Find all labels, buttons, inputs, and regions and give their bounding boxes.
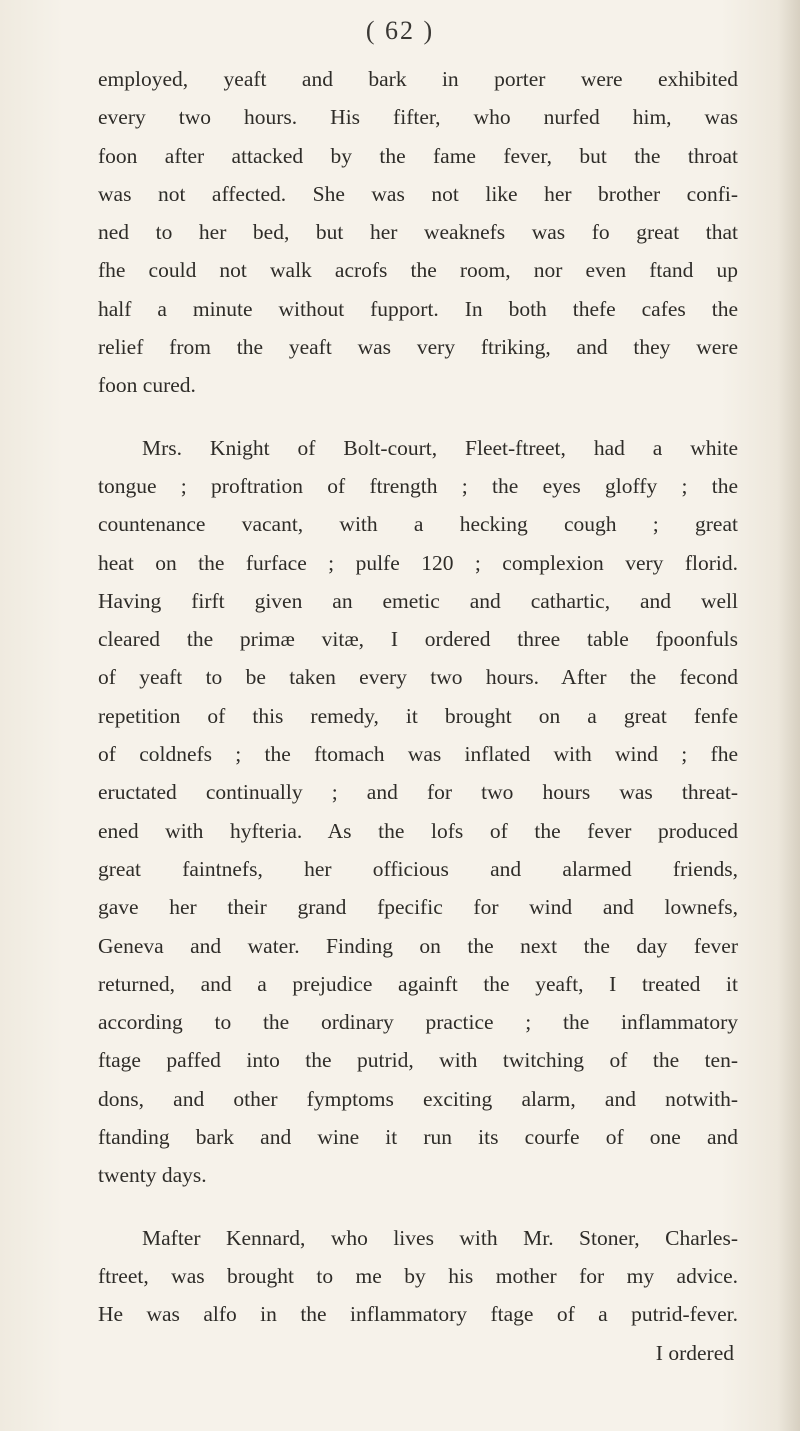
- text-line: was not affected. She was not like her brother confi-: [98, 181, 738, 206]
- text-line: gave her their grand fpecific for wind and lownefs,: [98, 895, 738, 920]
- text-line: Geneva and water. Finding on the next the day fever: [98, 933, 738, 958]
- text-line: He was alfo in the inflammatory ftage of a putrid-fever.: [98, 1302, 738, 1327]
- text-line: relief from the yeaft was very ftriking, and they were: [98, 335, 738, 360]
- text-line: of yeaft to be taken every two hours. After the fecond: [98, 665, 738, 690]
- text-line: cleared the primæ vitæ, I ordered three table fpoonfuls: [98, 627, 738, 652]
- body-text: [98, 60, 738, 1372]
- text-line: ened with hyfteria. As the lofs of the fever produced: [98, 818, 738, 843]
- text-line: ned to her bed, but her weaknefs was fo great that: [98, 220, 738, 245]
- page-edge-shadow: [778, 0, 800, 1431]
- text-line: half a minute without fupport. In both thefe cafes the: [98, 296, 738, 321]
- text-line: foon after attacked by the fame fever, but the throat: [98, 143, 738, 168]
- text-line: returned, and a prejudice againft the yeaft, I treated it: [98, 971, 738, 996]
- text-line: Mafter Kennard, who lives with Mr. Stoner, Charles-: [142, 1225, 738, 1250]
- text-line: foon cured.: [98, 373, 196, 398]
- text-line: repetition of this remedy, it brought on a great fenfe: [98, 703, 738, 728]
- text-line: great faintnefs, her officious and alarmed friends,: [98, 856, 738, 881]
- text-line: heat on the furface ; pulfe 120 ; complexion very florid.: [98, 550, 738, 575]
- text-line: Mrs. Knight of Bolt-court, Fleet-ftreet, had a white: [142, 435, 738, 460]
- text-line: tongue ; proftration of ftrength ; the eyes gloffy ; the: [98, 473, 738, 498]
- text-line: ftanding bark and wine it run its courfe of one and: [98, 1125, 738, 1150]
- paragraph-1: [98, 60, 738, 405]
- paragraph-3: [98, 1219, 738, 1372]
- paragraph-2: [98, 429, 738, 1195]
- text-line: twenty days.: [98, 1163, 207, 1188]
- text-line: countenance vacant, with a hecking cough ; great: [98, 512, 738, 537]
- catchword: I ordered: [655, 1340, 734, 1365]
- text-line: according to the ordinary practice ; the inflammatory: [98, 1010, 738, 1035]
- page-number: ( 62 ): [365, 16, 435, 45]
- text-line: of coldnefs ; the ftomach was inflated with wind ; fhe: [98, 742, 738, 767]
- text-line: ftage paffed into the putrid, with twitching of the ten-: [98, 1048, 738, 1073]
- text-line: Having firft given an emetic and cathartic, and well: [98, 588, 738, 613]
- text-line: fhe could not walk acrofs the room, nor even ftand up: [98, 258, 738, 283]
- text-line: dons, and other fymptoms exciting alarm, and notwith-: [98, 1086, 738, 1111]
- text-line: eructated continually ; and for two hours was threat-: [98, 780, 738, 805]
- text-line: ftreet, was brought to me by his mother for my advice.: [98, 1263, 738, 1288]
- text-line: every two hours. His fifter, who nurfed him, was: [98, 105, 738, 130]
- text-line: employed, yeaft and bark in porter were exhibited: [98, 67, 738, 91]
